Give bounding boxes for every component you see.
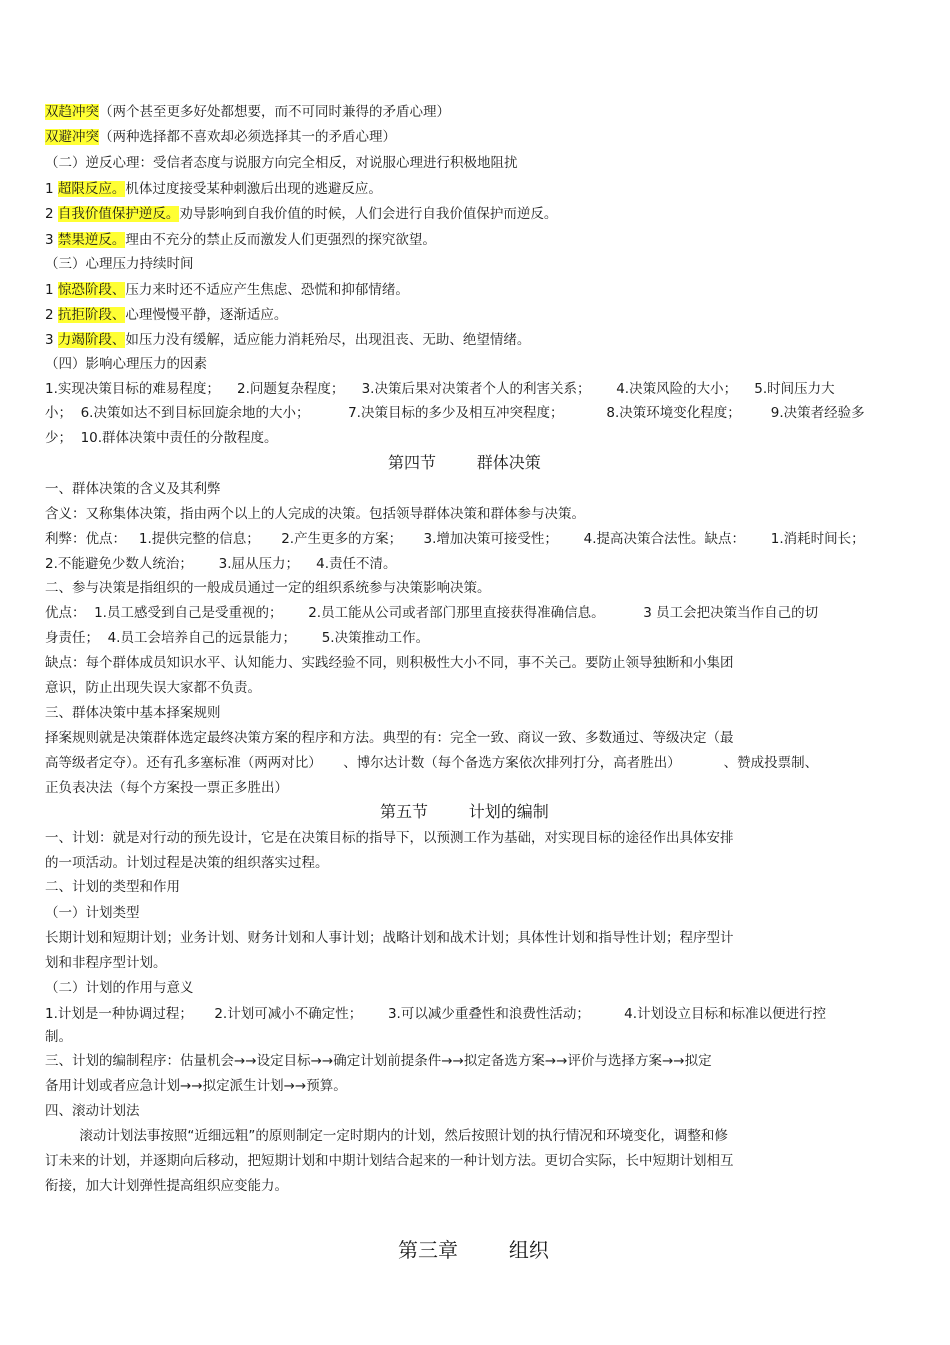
highlight-term: 超限反应。 — [57, 181, 126, 197]
line-text: 机体过度接受某种刺激后出现的逃避反应。 — [125, 181, 382, 197]
paragraph-line: 一、计划：就是对行动的预先设计，它是在决策目标的指导下，以预测工作为基础，对实现目标的途径作出具体安排 — [45, 830, 734, 846]
line-dual-avoidance-conflict — [45, 128, 396, 146]
paragraph-line: 身责任； 4.员工会培养自己的远景能力； 5.决策推动工作。 — [45, 630, 430, 646]
item-number: 1 — [45, 282, 58, 298]
line-text: 压力来时还不适应产生焦虑、恐慌和抑郁情绪。 — [125, 282, 409, 298]
paragraph-line: 1.实现决策目标的难易程度； 2.问题复杂程度； 3.决策后果对决策者个人的利害关系； 4.决策风险的大小； 5.时间压力大 — [45, 381, 835, 397]
highlight-term: 双避冲突 — [45, 129, 99, 145]
paragraph-line: 四、滚动计划法 — [45, 1103, 140, 1119]
highlight-term: 自我价值保护逆反。 — [57, 206, 180, 222]
line-text: （两种选择都不喜欢却必须选择其一的矛盾心理） — [99, 129, 396, 145]
paragraph-line: 小； 6.决策如达不到目标回旋余地的大小； 7.决策目标的多少及相互冲突程度； 8.决策环境变化程度； 9.决策者经验多 — [45, 405, 865, 421]
highlight-term: 力竭阶段、 — [57, 332, 126, 348]
chapter-heading-organization: 第三章 组织 — [398, 1238, 549, 1262]
paragraph-line: 高等级者定夺）。还有孔多塞标准（两两对比） 、博尔达计数（每个备选方案依次排列打分，高者胜出） 、赞成投票制、 — [45, 755, 819, 771]
paragraph-line: 划和非程序型计划。 — [45, 955, 167, 971]
paragraph-line: 二、参与决策是指组织的一般成员通过一定的组织系统参与决策影响决策。 — [45, 580, 491, 596]
paragraph-line: （一）计划类型 — [45, 905, 140, 921]
line-item — [45, 231, 436, 249]
highlight-term: 惊恐阶段、 — [57, 282, 126, 298]
line-item — [45, 306, 287, 324]
line-text: 理由不充分的禁止反而激发人们更强烈的探究欲望。 — [125, 232, 436, 248]
highlight-term: 禁果逆反。 — [57, 232, 126, 248]
highlight-term: 抗拒阶段、 — [57, 307, 126, 323]
paragraph-line: 利弊：优点： 1.提供完整的信息； 2.产生更多的方案； 3.增加决策可接受性； 4.提高决策合法性。缺点： 1.消耗时间长； — [45, 531, 865, 547]
line-text: 劝导影响到自我价值的时候，人们会进行自我价值保护而逆反。 — [179, 206, 558, 222]
line-dual-approach-conflict — [45, 103, 450, 121]
paragraph-line: 正负表决法（每个方案投一票正多胜出） — [45, 780, 288, 796]
paragraph-line: 1.计划是一种协调过程； 2.计划可减小不确定性； 3.可以减少重叠性和浪费性活动； 4.计划设立目标和标准以便进行控 — [45, 1006, 827, 1022]
paragraph-line: 含义：又称集体决策，指由两个以上的人完成的决策。包括领导群体决策和群体参与决策。 — [45, 506, 585, 522]
paragraph-line: 择案规则就是决策群体选定最终决策方案的程序和方法。典型的有：完全一致、商议一致、多数通过、等级决定（最 — [45, 730, 734, 746]
highlight-term: 双趋冲突 — [45, 104, 99, 120]
line-text: 如压力没有缓解，适应能力消耗殆尽，出现沮丧、无助、绝望情绪。 — [125, 332, 531, 348]
paragraph-line: 意识，防止出现失误大家都不负责。 — [45, 680, 261, 696]
paragraph-line: 衔接，加大计划弹性提高组织应变能力。 — [45, 1178, 288, 1194]
paragraph-line: 的一项活动。计划过程是决策的组织落实过程。 — [45, 855, 329, 871]
paragraph-line: 制。 — [45, 1029, 72, 1045]
paragraph-line: 2.不能避免少数人统治； 3.屈从压力； 4.责任不清。 — [45, 556, 397, 572]
subheading-reactance: （二）逆反心理：受信者态度与说服方向完全相反，对说服心理进行积极地阻扰 — [45, 155, 518, 171]
paragraph-line: 订未来的计划，并逐期向后移动，把短期计划和中期计划结合起来的一种计划方法。更切合实际，长中短期计划相互 — [45, 1153, 734, 1169]
paragraph-line: 优点： 1.员工感受到自己是受重视的； 2.员工能从公司或者部门那里直接获得准确信息。 3 员工会把决策当作自己的切 — [45, 605, 819, 621]
line-item — [45, 180, 382, 198]
item-number: 1 — [45, 181, 58, 197]
section-heading-planning: 第五节 计划的编制 — [380, 802, 549, 821]
paragraph-line: （二）计划的作用与意义 — [45, 980, 194, 996]
line-text: （两个甚至更多好处都想要，而不可同时兼得的矛盾心理） — [99, 104, 450, 120]
subheading-stress-duration: （三）心理压力持续时间 — [45, 256, 194, 272]
item-number: 2 — [45, 206, 58, 222]
paragraph-line: 少； 10.群体决策中责任的分散程度。 — [45, 430, 278, 446]
section-heading-group-decision: 第四节 群体决策 — [388, 453, 541, 472]
paragraph-line: 二、计划的类型和作用 — [45, 879, 180, 895]
item-number: 3 — [45, 232, 58, 248]
paragraph-line: 备用计划或者应急计划→→拟定派生计划→→预算。 — [45, 1078, 347, 1094]
item-number: 3 — [45, 332, 58, 348]
paragraph-line: 长期计划和短期计划；业务计划、财务计划和人事计划；战略计划和战术计划；具体性计划和指导性计划；程序型计 — [45, 930, 734, 946]
line-text: 心理慢慢平静，逐渐适应。 — [125, 307, 288, 323]
paragraph-line: 缺点：每个群体成员知识水平、认知能力、实践经验不同，则积极性大小不同，事不关己。要防止领导独断和小集团 — [45, 655, 734, 671]
item-number: 2 — [45, 307, 58, 323]
line-item — [45, 281, 409, 299]
paragraph-line: 滚动计划法事按照“近细远粗”的原则制定一定时期内的计划，然后按照计划的执行情况和环境变化，调整和修 — [45, 1128, 728, 1144]
paragraph-line: 三、群体决策中基本择案规则 — [45, 705, 221, 721]
subheading-stress-factors: （四）影响心理压力的因素 — [45, 356, 207, 372]
paragraph-line: 三、计划的编制程序：估量机会→→设定目标→→确定计划前提条件→→拟定备选方案→→评价与选择方案→→拟定 — [45, 1053, 712, 1069]
paragraph-line: 一、群体决策的含义及其利弊 — [45, 481, 221, 497]
line-item — [45, 331, 530, 349]
line-item — [45, 205, 557, 223]
